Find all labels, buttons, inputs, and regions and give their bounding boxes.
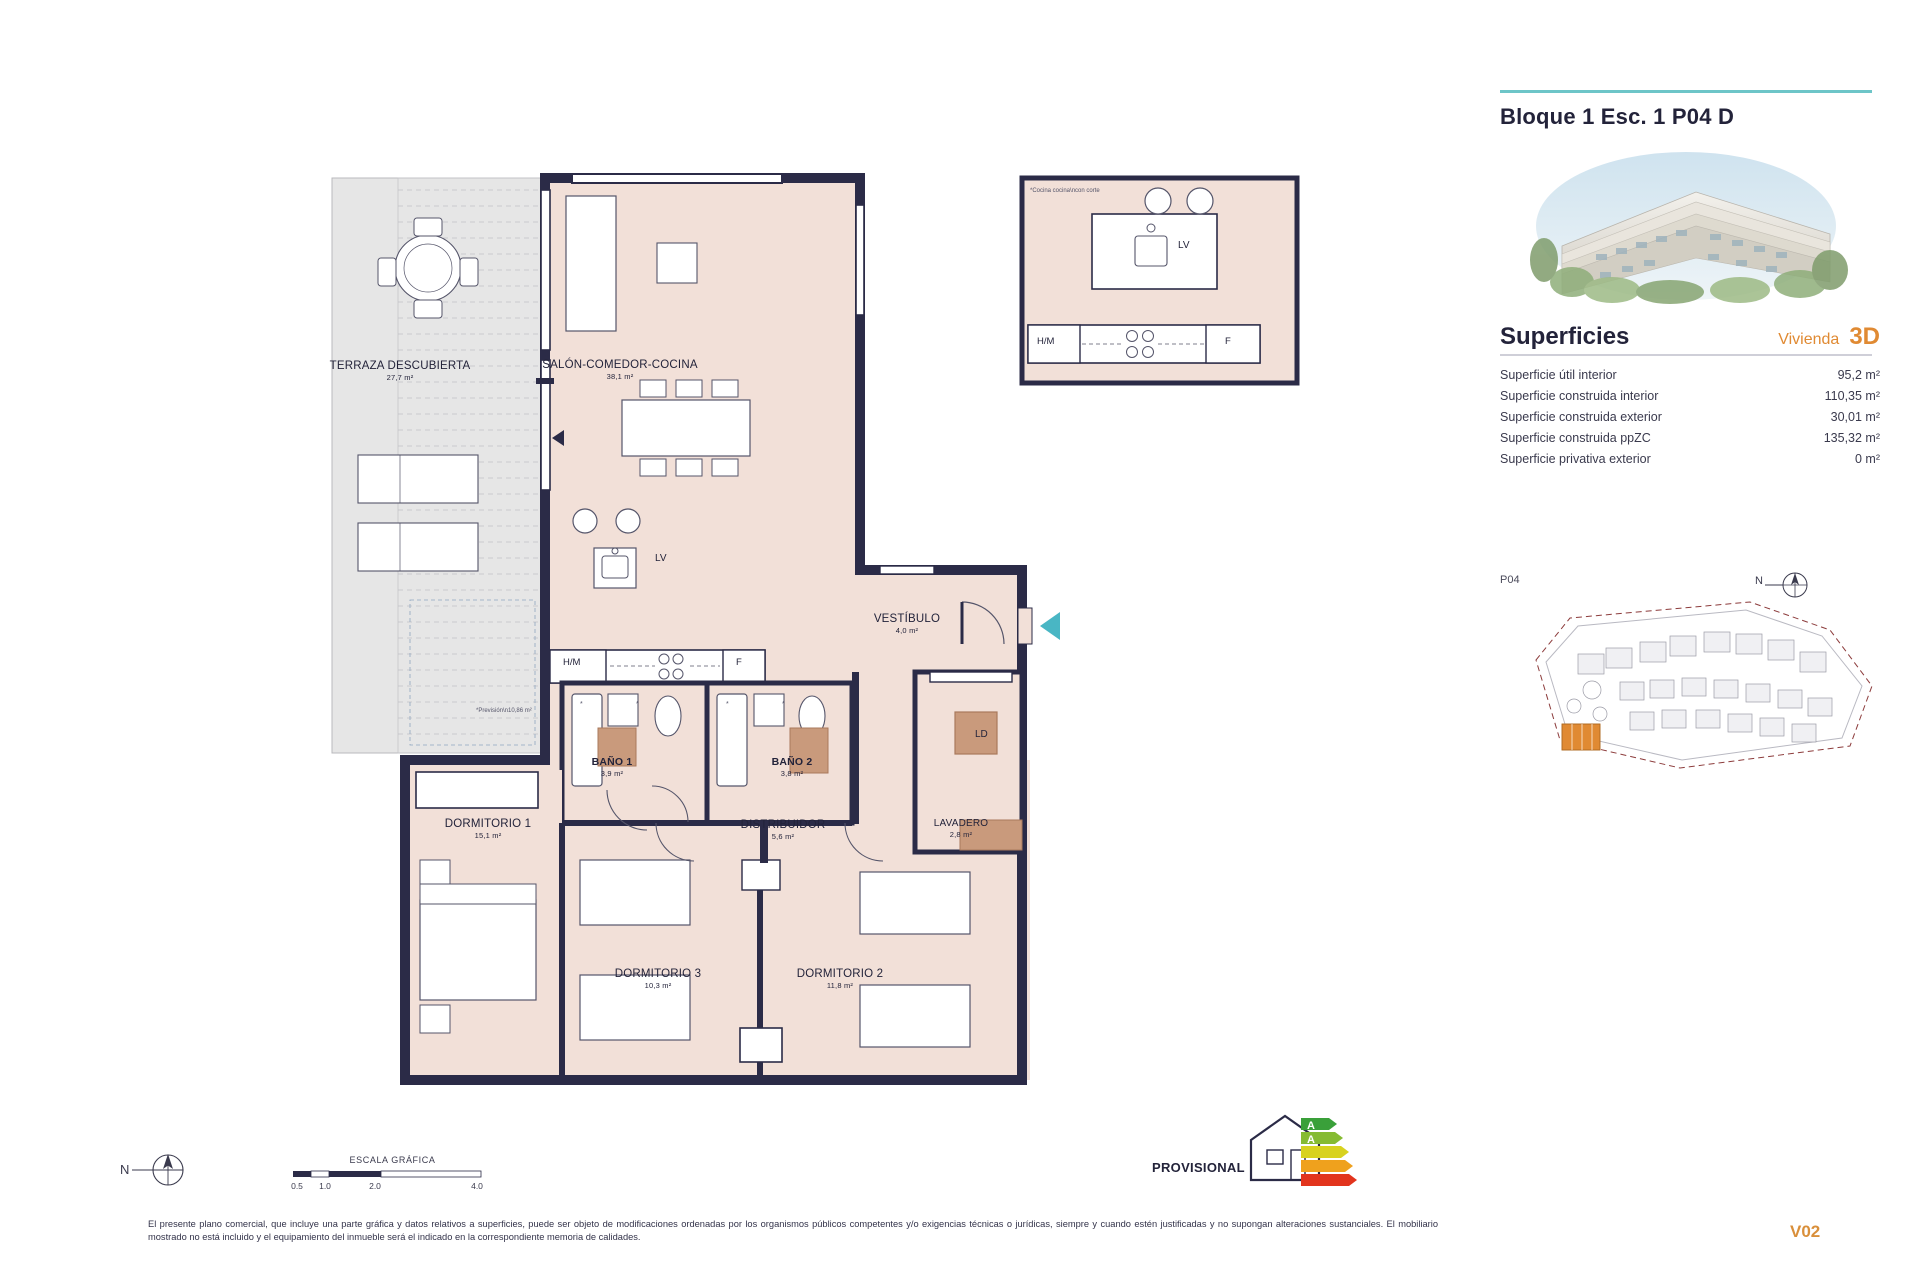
svg-text:*: * — [636, 701, 639, 708]
table-row: Superficie construida ppZC 135,32 m² — [1500, 431, 1880, 445]
tag-hm-alt: H/M — [1037, 336, 1055, 347]
panel-top-rule — [1500, 90, 1872, 93]
alt-kitchen-note: *Cocina cocina\ncon corte — [1030, 188, 1100, 194]
vivienda-label: Vivienda — [1778, 331, 1840, 348]
room-label-bano1: BAÑO 1 3,9 m² — [591, 756, 633, 778]
svg-text:*: * — [726, 701, 729, 708]
graphic-scale — [285, 1155, 500, 1191]
site-plan-map — [1500, 590, 1900, 780]
room-label-dormitorio3: DORMITORIO 3 10,3 m² — [614, 968, 702, 990]
energy-rating-badge — [1245, 1110, 1360, 1188]
scale-tick: 0.5 — [291, 1181, 303, 1191]
tag-f-main: F — [736, 657, 742, 668]
svg-text:N: N — [1755, 575, 1763, 587]
scale-tick: 1.0 — [319, 1181, 331, 1191]
surfaces-underline — [1500, 354, 1872, 356]
table-row: Superficie privativa exterior 0 m² — [1500, 452, 1880, 466]
svg-text:*: * — [580, 701, 583, 708]
room-label-vestibulo: VESTÍBULO 4,0 m² — [873, 613, 941, 635]
provisional-stamp: PROVISIONAL — [1152, 1160, 1245, 1175]
site-location — [1500, 560, 1900, 780]
room-label-bano2: BAÑO 2 3,8 m² — [771, 756, 813, 778]
tag-lv-alt: LV — [1178, 240, 1190, 251]
tag-f-alt: F — [1225, 336, 1231, 347]
scale-title: ESCALA GRÁFICA — [349, 1155, 436, 1165]
room-label-lavadero: LAVADERO 2,8 m² — [933, 818, 989, 839]
floor-label: P04 — [1500, 574, 1520, 586]
tag-lv-main: LV — [655, 553, 667, 564]
room-label-distribuidor: DISTRIBUIDOR 5,6 m² — [740, 819, 826, 841]
three-d-label[interactable]: 3D — [1849, 323, 1880, 350]
svg-text:*: * — [782, 701, 785, 708]
tag-hm-main: H/M — [563, 657, 581, 668]
room-label-terraza: TERRAZA DESCUBIERTA 27,7 m² — [329, 360, 471, 382]
alt-kitchen-detail — [1022, 178, 1297, 383]
version-label: V02 — [1790, 1222, 1821, 1241]
building-render — [1500, 142, 1872, 307]
surfaces-title: Superficies — [1500, 323, 1630, 350]
scale-tick: 4.0 — [471, 1181, 483, 1191]
bathrooms — [562, 683, 852, 823]
table-row: Superficie construida interior 110,35 m² — [1500, 389, 1880, 403]
surfaces-table — [1500, 365, 1880, 470]
legal-disclaimer: El presente plano comercial, que incluye una parte gráfica y datos relativos a superficies, puede ser objeto de modificaciones ordenadas por los organismos públicos competentes y/o exigencias técnicas o jurídicas, siempre y cuando estén justificadas y no supongan alteraciones sustanciales. El mobiliario mostrado no está incluido y el equipamiento del inmueble será el indicado en la correspondiente memoria de calidades. — [148, 1219, 1438, 1243]
svg-text:A: A — [1307, 1120, 1315, 1132]
svg-text:N: N — [120, 1162, 130, 1177]
terrace-area — [332, 178, 547, 753]
table-row: Superficie construida exterior 30,01 m² — [1500, 410, 1880, 424]
room-label-dormitorio1: DORMITORIO 1 15,1 m² — [444, 818, 532, 840]
block-title: Bloque 1 Esc. 1 P04 D — [1500, 104, 1735, 129]
scale-tick: 2.0 — [369, 1181, 381, 1191]
info-panel — [1500, 90, 1880, 470]
scale-bar — [285, 1169, 500, 1191]
tag-ld-laundry: LD — [975, 729, 988, 740]
room-label-salon: SALÓN-COMEDOR-COCINA 38,1 m² — [542, 359, 698, 381]
room-label-dormitorio2: DORMITORIO 2 11,8 m² — [796, 968, 884, 990]
terrace-prevision-note: *Previsión\n10,86 m² — [476, 708, 532, 714]
table-row: Superficie útil interior 95,2 m² — [1500, 368, 1880, 382]
north-indicator-plan — [120, 1145, 190, 1195]
surfaces-header — [1500, 323, 1880, 351]
svg-text:A: A — [1307, 1134, 1315, 1146]
